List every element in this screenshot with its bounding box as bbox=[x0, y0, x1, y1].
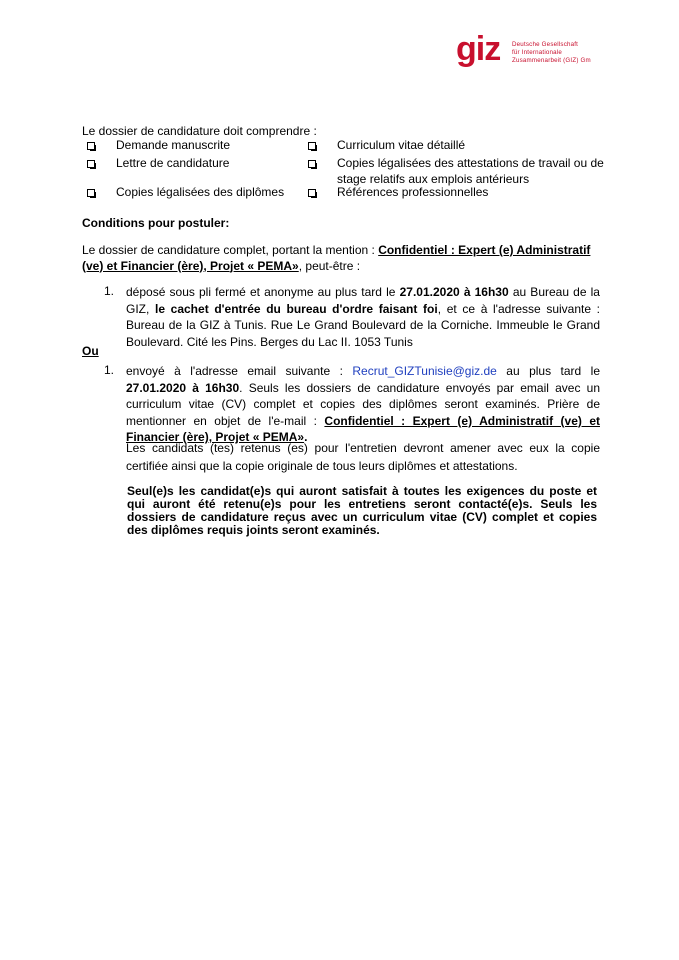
giz-logo-icon bbox=[456, 34, 510, 74]
intro-text: Le dossier de candidature doit comprendre : bbox=[82, 124, 317, 138]
lead-text-end: , peut-être : bbox=[298, 258, 361, 273]
logo-line-3: Zusammenarbeit (GIZ) Gm bbox=[512, 56, 591, 64]
conditions-lead bbox=[82, 243, 602, 274]
checklist-item: Copies légalisées des diplômes bbox=[116, 185, 285, 199]
option2-text bbox=[126, 363, 600, 446]
option1-bold: le cachet d'entrée du bureau d'ordre faisant foi bbox=[155, 301, 438, 316]
checkbox-icon bbox=[308, 160, 316, 168]
option2-number: 1. bbox=[104, 363, 115, 377]
final-notice: Seul(e)s les candidat(e)s qui auront satisfait à toutes les exigences du poste et qui auront été retenu(e)s pour les entretiens seront contacté(e)s. Seuls les dossiers de candidature reçus avec un curriculum vitae (CV) complet et copies des diplômes requis joints seront examinés. bbox=[127, 484, 597, 537]
checkbox-icon bbox=[87, 142, 95, 150]
logo-line-2: für Internationale bbox=[512, 48, 563, 56]
option2-mention: Confidentiel : Expert (e) Administratif (ve) et Financier (ère), Projet « PEMA» bbox=[126, 413, 600, 444]
checkbox-icon bbox=[87, 160, 95, 168]
option2-t3: . Seuls les dossiers de candidature envoyés par email avec un curriculum vitae (CV) complet et copies des diplômes seront examinés. Prière de mentionner en objet de l'e-mail : bbox=[126, 380, 600, 428]
option1-t2: au Bureau de la GIZ, bbox=[126, 285, 600, 316]
checklist-item bbox=[337, 156, 604, 187]
checkbox-icon bbox=[87, 189, 95, 197]
or-label: Ou bbox=[82, 344, 99, 358]
checklist-item: Demande manuscrite bbox=[116, 138, 231, 152]
checklist-item-line: Copies légalisées des attestations de travail ou de bbox=[337, 156, 604, 170]
logo-line-1: Deutsche Gesellschaft bbox=[512, 41, 579, 48]
lead-mention: Confidentiel : Expert (e) Administratif (ve) et Financier (ère), Projet « PEMA» bbox=[82, 243, 591, 273]
conditions-heading: Conditions pour postuler: bbox=[82, 216, 230, 230]
option1-t3: , et ce à l'adresse suivante : Bureau de la GIZ à Tunis. Rue Le Grand Boulevard de la Corniche. Immeuble le Grand Boulevard. Cité les Pins. Berges du Lac II. 1053 Tunis bbox=[126, 301, 601, 349]
checklist-item-line: stage relatifs aux emplois antérieurs bbox=[337, 171, 530, 186]
email-link[interactable]: Recrut_GIZTunisie@giz.de bbox=[352, 364, 497, 378]
giz-logo bbox=[456, 34, 606, 74]
checkbox-icon bbox=[308, 189, 316, 197]
option1-text bbox=[126, 284, 600, 350]
checkbox-icon bbox=[308, 142, 316, 150]
option2-t2: au plus tard le bbox=[496, 364, 600, 378]
option1-date: 27.01.2020 à 16h30 bbox=[399, 285, 509, 299]
option1-number: 1. bbox=[104, 284, 115, 298]
checklist-item: Curriculum vitae détaillé bbox=[337, 138, 466, 152]
logo-wordmark bbox=[512, 41, 591, 64]
svg-text:giz: giz bbox=[456, 34, 501, 68]
candidates-note: Les candidats (tes) retenus (es) pour l'entretien devront amener avec eux la copie certifiée ainsi que la copie originale de tous leurs diplômes et attestations. bbox=[126, 441, 600, 473]
option1-t1: déposé sous pli fermé et anonyme au plus tard le bbox=[126, 285, 400, 299]
option2-date: 27.01.2020 à 16h30 bbox=[126, 380, 240, 395]
checklist-item: Références professionnelles bbox=[337, 185, 489, 199]
option2-t4: . bbox=[304, 430, 308, 444]
checklist-item: Lettre de candidature bbox=[116, 156, 230, 170]
option2-t1: envoyé à l'adresse email suivante : bbox=[126, 364, 353, 378]
lead-text: Le dossier de candidature complet, portant la mention : bbox=[82, 243, 375, 257]
